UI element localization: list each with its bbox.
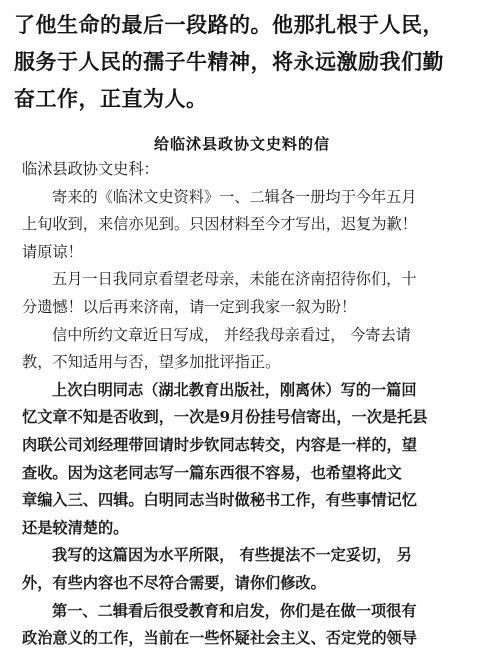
text-line: 政治意义的工作，当前在一些怀疑社会主义、否定党的领导 xyxy=(22,629,417,648)
text-line: 查收。因为这老同志写一篇东西很不容易，也希望将此文 xyxy=(22,463,402,482)
text-line: 了他生命的最后一段路的。他那扎根于人民， xyxy=(14,12,444,37)
letter-body xyxy=(22,156,474,653)
text-line: 外，有些内容也不尽符合需要，请你们修改。 xyxy=(22,573,326,592)
text-line: 章编入三、四辑。白明同志当时做秘书工作，有些事情记忆 xyxy=(22,491,417,510)
previous-article-ending xyxy=(14,6,476,117)
text-line: 请原谅！ xyxy=(22,242,83,261)
letter-salutation: 临沭县政协文史科： xyxy=(22,160,159,178)
text-line: 奋工作，正直为人。 xyxy=(14,86,208,111)
text-line: 我写的这篇因为水平所限， 有些提法不一定妥切， 另 xyxy=(52,546,412,565)
text-line: 上次白明同志（湖北教育出版社，刚离休）写的一篇回 xyxy=(52,380,417,399)
text-line: 上旬收到，来信亦见到。只因材料至今才写出，迟复为歉！ xyxy=(22,215,417,234)
text-line: 服务于人民的孺子牛精神，将永远激励我们勤 xyxy=(14,49,444,74)
text-line: 第一、二辑看后很受教育和启发，你们是在做一项很有 xyxy=(52,601,417,620)
text-line: 肉联公司刘经理带回请时步钦同志转交，内容是一样的，望 xyxy=(22,435,417,454)
text-line: 寄来的《临沭文史资料》一、二辑各一册均于今年五月 xyxy=(52,187,417,206)
text-line: 教，不知适用与否，望多加批评指正。 xyxy=(22,353,281,372)
text-line: 信中所约文章近日写成， 并经我母亲看过， 今寄去请 xyxy=(52,325,411,344)
text-line: 还是较清楚的。 xyxy=(22,518,129,537)
letter-title: 给临沭县政协文史料的信 xyxy=(153,135,330,153)
text-line: 忆文章不知是否收到，一次是9月份挂号信寄出，一次是托县 xyxy=(22,408,428,427)
text-line: 五月一日我同京看望老母亲，未能在济南招待你们，十 xyxy=(52,270,417,289)
text-line: 分遗憾！以后再来济南，请一定到我家一叙为盼！ xyxy=(22,297,357,316)
